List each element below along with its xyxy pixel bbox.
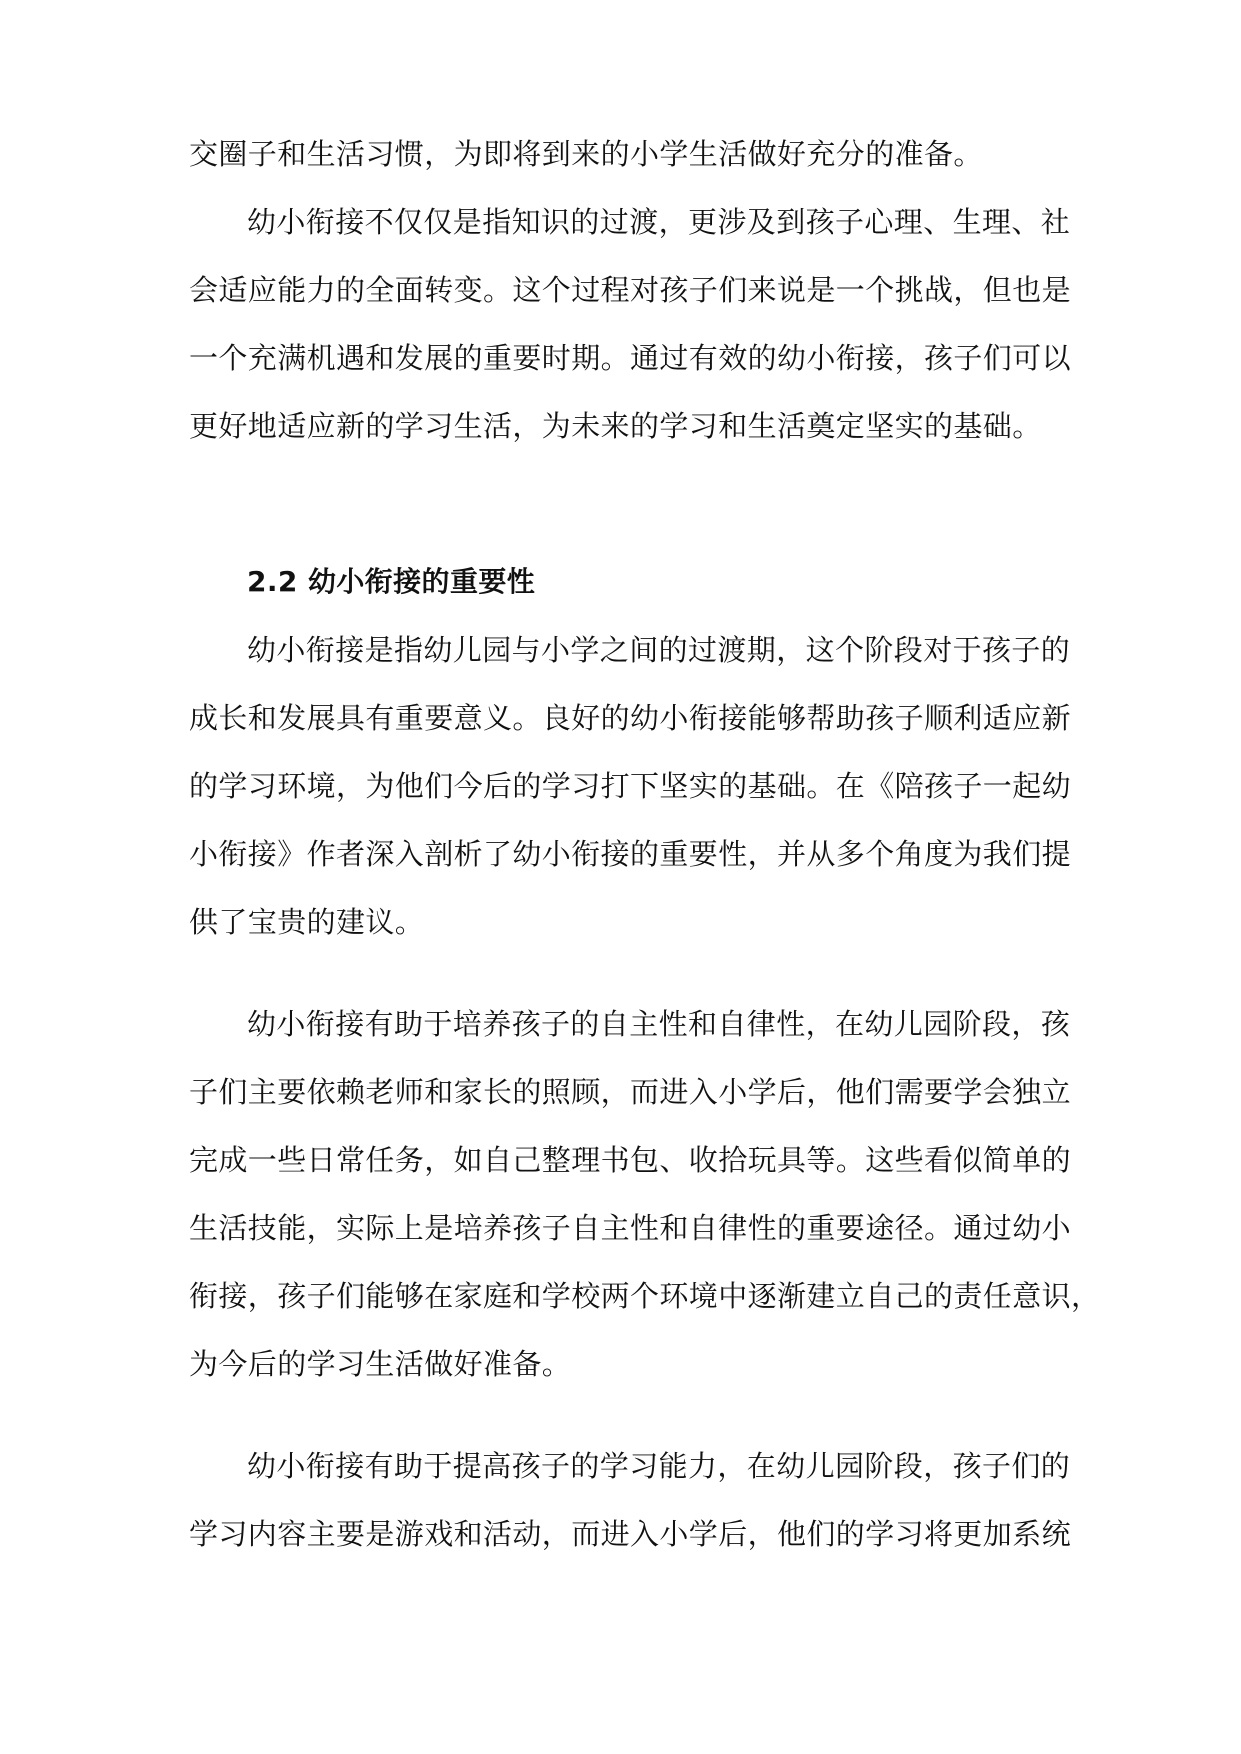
section-heading: 2.2 幼小衔接的重要性 — [247, 565, 536, 598]
text-line: 子们主要依赖老师和家长的照顾，而进入小学后，他们需要学会独立 — [189, 1075, 1072, 1109]
text-line: 小衔接》作者深入剖析了幼小衔接的重要性，并从多个角度为我们提 — [189, 837, 1072, 871]
text-line: 的学习环境，为他们今后的学习打下坚实的基础。在《陪孩子一起幼 — [189, 769, 1072, 803]
text-line: 衔接，孩子们能够在家庭和学校两个环境中逐渐建立自己的责任意识， — [189, 1279, 1101, 1313]
text-line: 幼小衔接有助于培养孩子的自主性和自律性，在幼儿园阶段，孩 — [247, 1007, 1071, 1041]
text-line: 供了宝贵的建议。 — [189, 905, 425, 939]
text-line: 完成一些日常任务，如自己整理书包、收拾玩具等。这些看似简单的 — [189, 1143, 1072, 1177]
text-line: 学习内容主要是游戏和活动，而进入小学后，他们的学习将更加系统 — [189, 1517, 1072, 1551]
text-line: 生活技能，实际上是培养孩子自主性和自律性的重要途径。通过幼小 — [189, 1211, 1072, 1245]
text-line: 幼小衔接不仅仅是指知识的过渡，更涉及到孩子心理、生理、社 — [247, 205, 1071, 239]
text-line: 幼小衔接有助于提高孩子的学习能力，在幼儿园阶段，孩子们的 — [247, 1449, 1071, 1483]
text-line: 交圈子和生活习惯，为即将到来的小学生活做好充分的准备。 — [189, 137, 983, 171]
text-line: 为今后的学习生活做好准备。 — [189, 1347, 572, 1381]
text-line: 幼小衔接是指幼儿园与小学之间的过渡期，这个阶段对于孩子的 — [247, 633, 1071, 667]
text-line: 成长和发展具有重要意义。良好的幼小衔接能够帮助孩子顺利适应新 — [189, 701, 1072, 735]
text-line: 更好地适应新的学习生活，为未来的学习和生活奠定坚实的基础。 — [189, 409, 1042, 443]
text-line: 一个充满机遇和发展的重要时期。通过有效的幼小衔接，孩子们可以 — [189, 341, 1072, 375]
text-line: 会适应能力的全面转变。这个过程对孩子们来说是一个挑战，但也是 — [189, 273, 1072, 307]
